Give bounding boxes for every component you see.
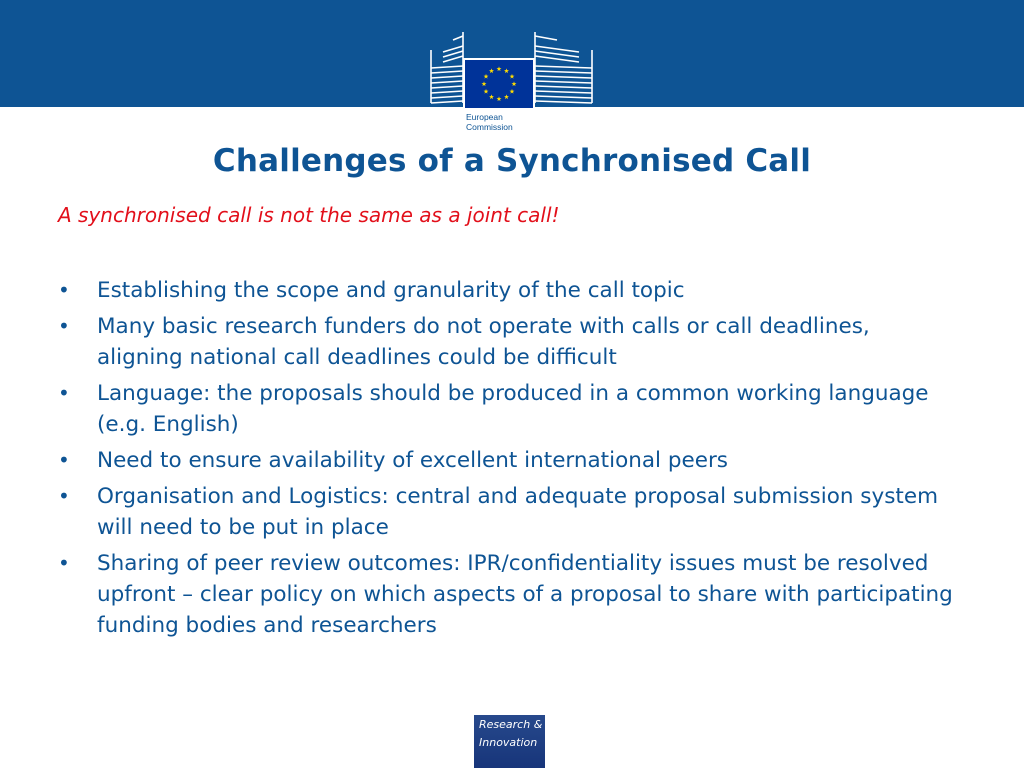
slide-title: Challenges of a Synchronised Call: [212, 143, 812, 179]
bullet-icon: •: [58, 448, 70, 472]
bullet-text: Organisation and Logistics: central and adequate proposal submission system will need to be put in place: [97, 484, 939, 540]
bullet-icon: •: [58, 551, 70, 575]
list-item: [58, 548, 958, 641]
list-item: [58, 378, 958, 440]
bullet-icon: •: [58, 484, 70, 508]
bullet-text: Establishing the scope and granularity of the call topic: [97, 278, 685, 303]
bullet-icon: •: [58, 381, 70, 405]
bullet-list: [58, 275, 958, 646]
slide-subtitle: A synchronised call is not the same as a joint call!: [58, 203, 560, 227]
badge-line1: Research &: [479, 718, 543, 731]
badge-line2: Innovation: [479, 736, 538, 749]
research-innovation-badge: [474, 715, 545, 768]
list-item: [58, 445, 958, 476]
list-item: [58, 481, 958, 543]
logo-text-line2: Commission: [466, 122, 513, 132]
list-item: [58, 275, 958, 306]
list-item: [58, 311, 958, 373]
bullet-text: Need to ensure availability of excellent international peers: [97, 448, 728, 473]
bullet-text: Sharing of peer review outcomes: IPR/confidentiality issues must be resolved upfront – clear policy on which aspects of a proposal to share with participating funding bodies and researchers: [97, 551, 953, 638]
logo-text-line1: European: [466, 112, 503, 122]
european-commission-logo: [429, 30, 594, 142]
bullet-text: Many basic research funders do not operate with calls or call deadlines, aligning national call deadlines could be difficult: [97, 314, 870, 370]
bullet-icon: •: [58, 314, 70, 338]
bullet-icon: •: [58, 278, 70, 302]
bullet-text: Language: the proposals should be produced in a common working language (e.g. English): [97, 381, 929, 437]
